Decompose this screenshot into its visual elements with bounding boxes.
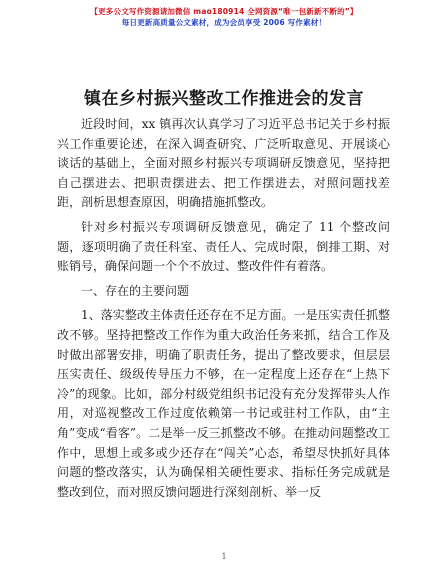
document-body bbox=[57, 115, 390, 507]
ad-banner-line1[interactable]: 【更多公文写作资源请加微信 mao180914 全网资源“唯一包新新不断的”】 bbox=[90, 7, 358, 16]
ad-banner-line2[interactable]: 每日更新高质量公文素材，成为会员享受 2006 写作素材！ bbox=[121, 18, 327, 27]
page-number: 1 bbox=[221, 552, 227, 561]
paragraph-issues-summary: 针对乡村振兴专项调研反馈意见，确定了 11 个整改问题，逐项明确了责任科室、责任人、完成时限，倒排工期、对账销号，确保问题一个个不放过、整改件件有着落。 bbox=[57, 219, 390, 274]
document-title: 镇在乡村振兴整改工作推进会的发言 bbox=[84, 89, 364, 109]
paragraph-intro: 近段时间，xx 镇再次认真学习了习近平总书记关于乡村振兴工作重要论述，在深入调查研究、广泛听取意见、开展谈心谈话的基础上，全面对照乡村振兴专项调研反馈意见，坚持把自己摆进去、把职责摆进去、把工作摆进去，对照问题找差距，剖析思想查原因，明确措施抓整改。 bbox=[57, 117, 390, 210]
section-heading: 一、存在的主要问题 bbox=[81, 283, 190, 298]
paragraph-problem-1: 1、落实整改主体责任还存在不足方面。一是压实责任抓整改不够。坚持把整改工作作为重大政治任务来抓，结合工作及时做出部署安排，明确了职责任务，提出了整改要求，但层层压实责任、级级传导压力不够，在一定程度上还存在“上热下冷”的现象。比如，部分村级党组织书记没有充分发挥带头人作用，对巡视整改工作过度依赖第一书记或驻村工作队，由“主角”变成“看客”。二是举一反三抓整改不够。在推动问题整改工作中，思想上或多或少还存在“闯关”心态，希望尽快抓好具体问题的整改落实，认为确保相关硬性要求、指标任务完成就是整改到位，而对照反馈问题进行深刻剖析、举一反 bbox=[57, 308, 390, 499]
ad-banner bbox=[0, 6, 448, 28]
